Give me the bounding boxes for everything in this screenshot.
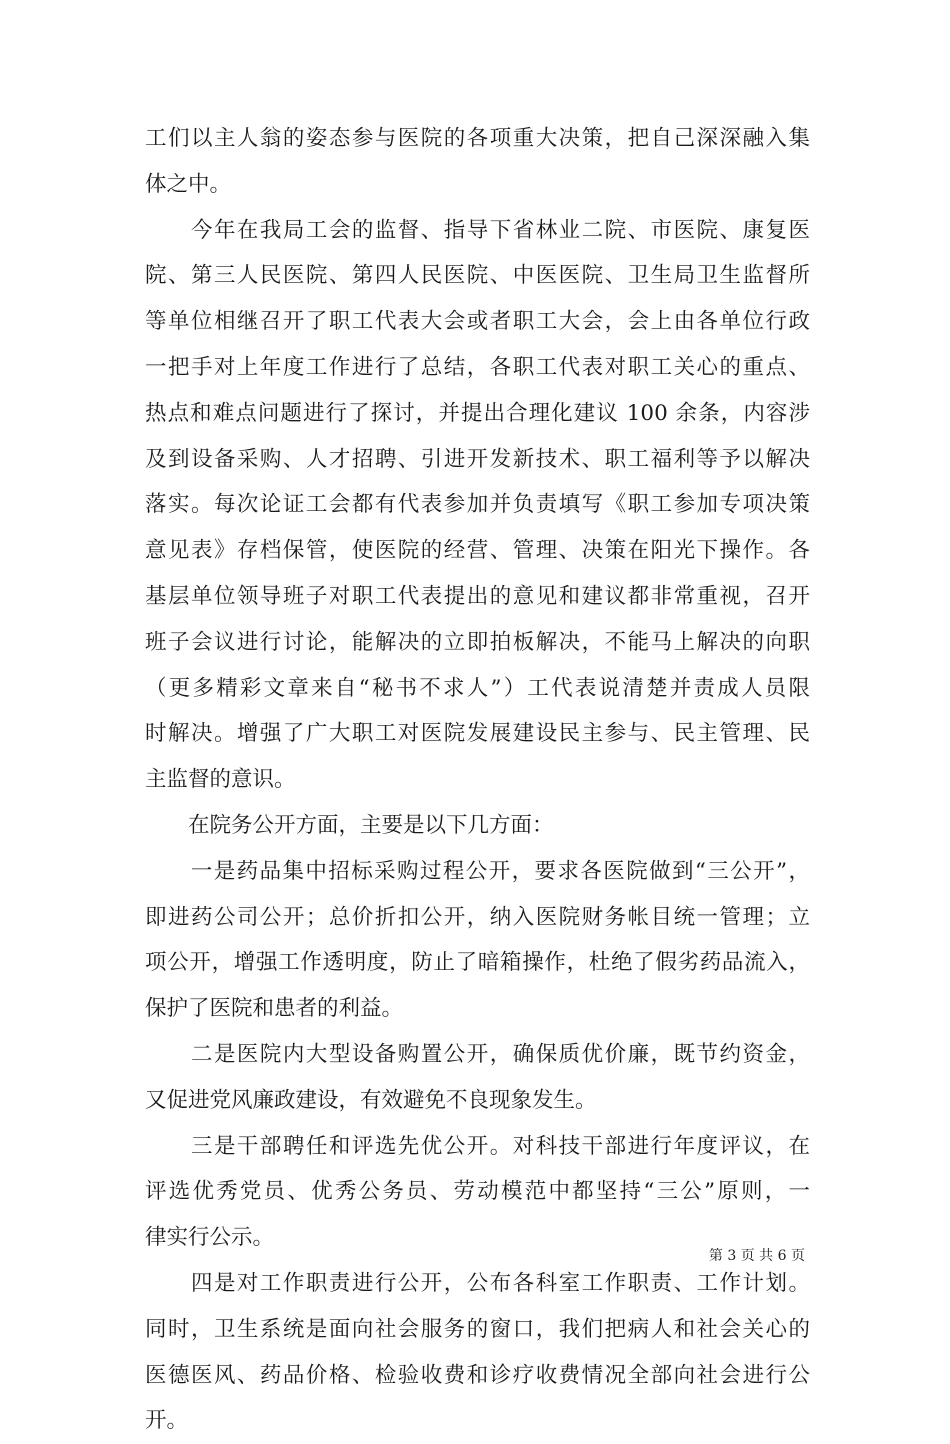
text-line-content: 工们以主人翁的姿态参与医院的各项重大决策，把自己深深融入集 <box>145 126 810 151</box>
text-line <box>145 803 810 849</box>
text-line <box>145 528 810 574</box>
text-line-content: 开。 <box>145 1408 189 1434</box>
text-line-content: 又促进党风廉政建设，有效避免不良现象发生。 <box>145 1087 597 1113</box>
text-line-content: （更多精彩文章来自“秘书不求人”）工代表说清楚并责成人员限 <box>145 675 810 701</box>
text-line <box>145 711 810 757</box>
text-line-content: 热点和难点问题进行了探讨，并提出合理化建议 100 余条，内容涉 <box>145 400 810 426</box>
text-line-content: 落实。每次论证工会都有代表参加并负责填写《职工参加专项决策 <box>145 492 810 518</box>
text-line <box>145 1261 810 1307</box>
text-line <box>145 574 810 620</box>
text-line <box>145 1124 810 1170</box>
text-line-content: 今年在我局工会的监督、指导下省林业二院、市医院、康复医 <box>145 217 810 243</box>
text-line-content: 一把手对上年度工作进行了总结，各职工代表对职工关心的重点、 <box>145 354 810 380</box>
text-line <box>145 620 810 666</box>
text-line-content: 主监督的意识。 <box>145 767 296 793</box>
text-line <box>145 345 810 391</box>
text-line <box>145 391 810 437</box>
text-line <box>145 1353 810 1399</box>
text-line <box>145 116 810 162</box>
text-line <box>145 482 810 528</box>
text-line <box>145 1169 810 1215</box>
text-line-content: 保护了医院和患者的利益。 <box>145 996 404 1022</box>
text-line-content: 即进药公司公开；总价折扣公开，纳入医院财务帐目统一管理；立 <box>145 904 810 930</box>
text-line <box>145 895 810 941</box>
text-line-content: 基层单位领导班子对职工代表提出的意见和建议都非常重视，召开 <box>145 583 810 609</box>
text-line <box>145 437 810 483</box>
text-line <box>145 208 810 254</box>
text-line-content: 时解决。增强了广大职工对医院发展建设民主参与、民主管理、民 <box>145 721 810 747</box>
text-line-content: 三是干部聘任和评选先优公开。对科技干部进行年度评议，在 <box>145 1133 810 1159</box>
text-line-content: 意见表》存档保管，使医院的经营、管理、决策在阳光下操作。各 <box>145 538 810 564</box>
page-number: 第 3 页 共 6 页 <box>708 1248 805 1264</box>
text-line-content: 二是医院内大型设备购置公开，确保质优价廉，既节约资金， <box>145 1041 810 1067</box>
text-line <box>145 1078 810 1124</box>
text-line <box>145 666 810 712</box>
text-line <box>145 986 810 1032</box>
text-line <box>145 253 810 299</box>
text-line-content: 体之中。 <box>145 171 232 197</box>
text-line-content: 医德医风、药品价格、检验收费和诊疗收费情况全部向社会进行公 <box>145 1362 810 1388</box>
text-line <box>145 1032 810 1078</box>
text-line <box>145 299 810 345</box>
text-line-content: 及到设备采购、人才招聘、引进开发新技术、职工福利等予以解决 <box>145 446 810 472</box>
text-line <box>145 162 810 208</box>
text-line-content: 班子会议进行讨论，能解决的立即拍板解决，不能马上解决的向职 <box>145 629 810 655</box>
text-line-content: 一是药品集中招标采购过程公开，要求各医院做到“三公开”， <box>145 858 810 884</box>
text-line-content: 等单位相继召开了职工代表大会或者职工大会，会上由各单位行政 <box>145 309 810 335</box>
text-line <box>145 1398 810 1444</box>
text-line-content: 同时，卫生系统是面向社会服务的窗口，我们把病人和社会关心的 <box>145 1316 810 1342</box>
text-line <box>145 757 810 803</box>
text-line-content: 四是对工作职责进行公开，公布各科室工作职责、工作计划。 <box>145 1270 810 1296</box>
text-line-content: 评选优秀党员、优秀公务员、劳动模范中都坚持“三公”原则，一 <box>145 1179 810 1205</box>
text-line-content: 律实行公示。 <box>145 1225 275 1251</box>
text-line-content: 项公开，增强工作透明度，防止了暗箱操作，杜绝了假劣药品流入， <box>145 950 810 976</box>
text-line-content: 在院务公开方面，主要是以下几方面： <box>145 812 554 838</box>
text-line-content: 院、第三人民医院、第四人民医院、中医医院、卫生局卫生监督所 <box>145 263 810 289</box>
text-line <box>145 940 810 986</box>
text-line <box>145 1307 810 1353</box>
text-line <box>145 849 810 895</box>
